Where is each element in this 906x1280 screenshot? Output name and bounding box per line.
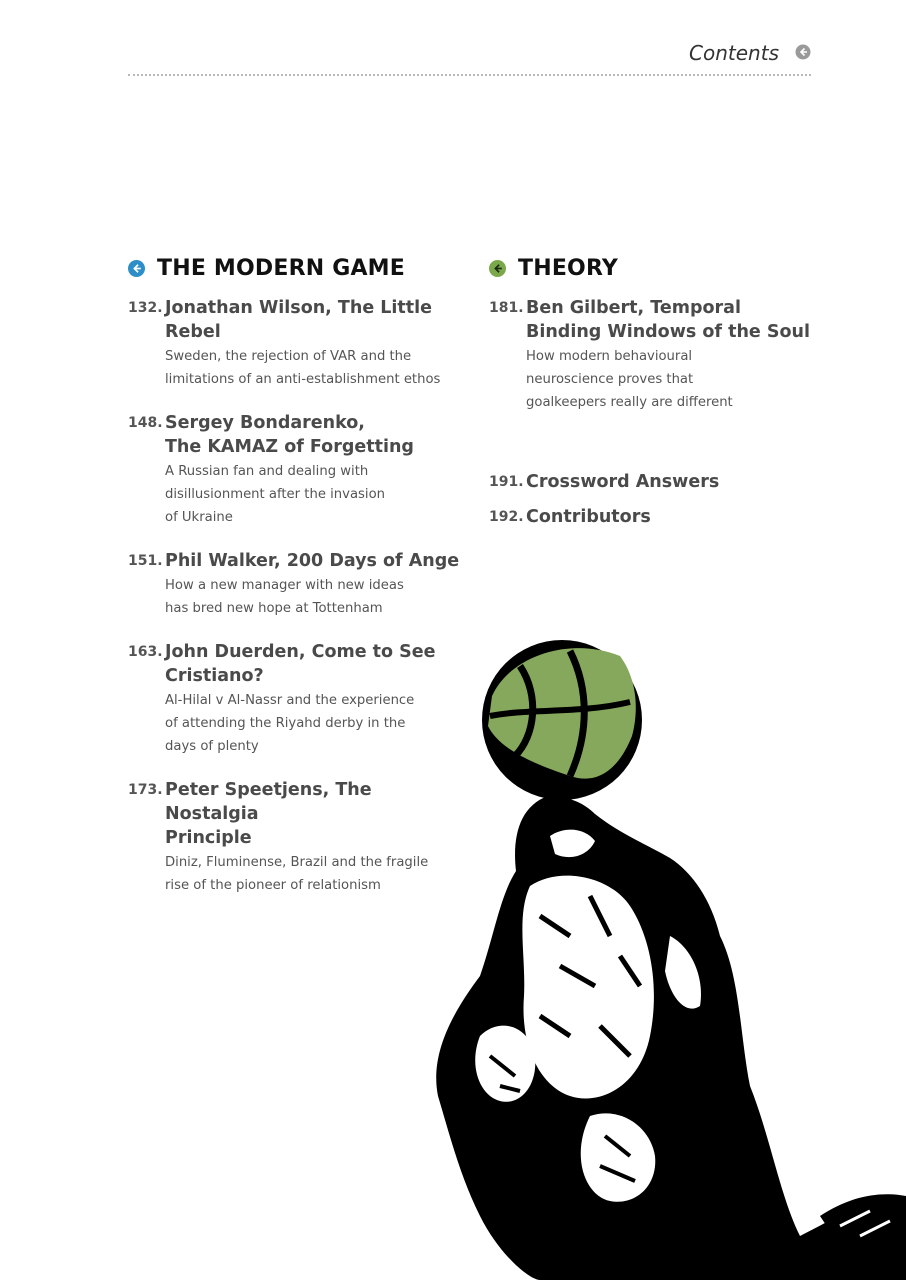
entry-title: Peter Speetjens, The Nostalgia Principle [165,780,372,848]
arrow-circle-icon [128,260,145,277]
arrow-circle-icon [795,44,811,60]
toc-entry[interactable] [128,411,468,529]
running-header [128,38,811,76]
toc-entry[interactable] [489,296,819,414]
entry-description: How a new manager with new ideas has bred new hope at Tottenham [165,578,404,616]
dog-with-ball-illustration [420,636,906,1280]
entry-description: Diniz, Fluminense, Brazil and the fragile rise of the pioneer of relationism [165,855,429,893]
section-heading [128,253,468,283]
toc-entry[interactable] [489,505,819,529]
entry-title: Jonathan Wilson, The Little Rebel [165,298,433,342]
entry-title: Ben Gilbert, Temporal Binding Windows of the Soul [526,298,810,342]
entry-title: Sergey Bondarenko, The KAMAZ of Forgetting [165,413,414,457]
entry-description: Sweden, the rejection of VAR and the limitations of an anti-establishment ethos [165,349,441,387]
entry-title: Contributors [526,507,651,527]
entry-description: How modern behavioural neuroscience proves that goalkeepers really are different [526,349,733,410]
section-modern-game [128,253,468,897]
section-theory [489,253,819,529]
toc-entry[interactable] [128,778,468,897]
entry-description: A Russian fan and dealing with disillusionment after the invasion of Ukraine [165,464,385,525]
page-number: 132. [128,300,163,316]
entry-title: Crossword Answers [526,472,720,492]
page-number: 181. [489,300,524,316]
section-title: THE MODERN GAME [157,255,406,281]
page-number: 163. [128,644,163,660]
page-title: Contents [689,41,779,65]
section-title: THEORY [518,255,619,281]
toc-entry[interactable] [128,296,468,391]
arrow-circle-icon [489,260,506,277]
entry-title: John Duerden, Come to See Cristiano? [165,642,436,686]
entry-title: Phil Walker, 200 Days of Ange [165,551,460,571]
toc-entry[interactable] [128,640,468,758]
toc-entry[interactable] [128,549,468,620]
page-number: 192. [489,509,524,525]
page-number: 173. [128,782,163,798]
section-heading [489,253,819,283]
entry-description: Al-Hilal v Al-Nassr and the experience of attending the Riyahd derby in the days of plenty [165,693,415,754]
page-number: 151. [128,553,163,569]
toc-entry[interactable] [489,470,819,494]
page-number: 148. [128,415,163,431]
page-number: 191. [489,474,524,490]
